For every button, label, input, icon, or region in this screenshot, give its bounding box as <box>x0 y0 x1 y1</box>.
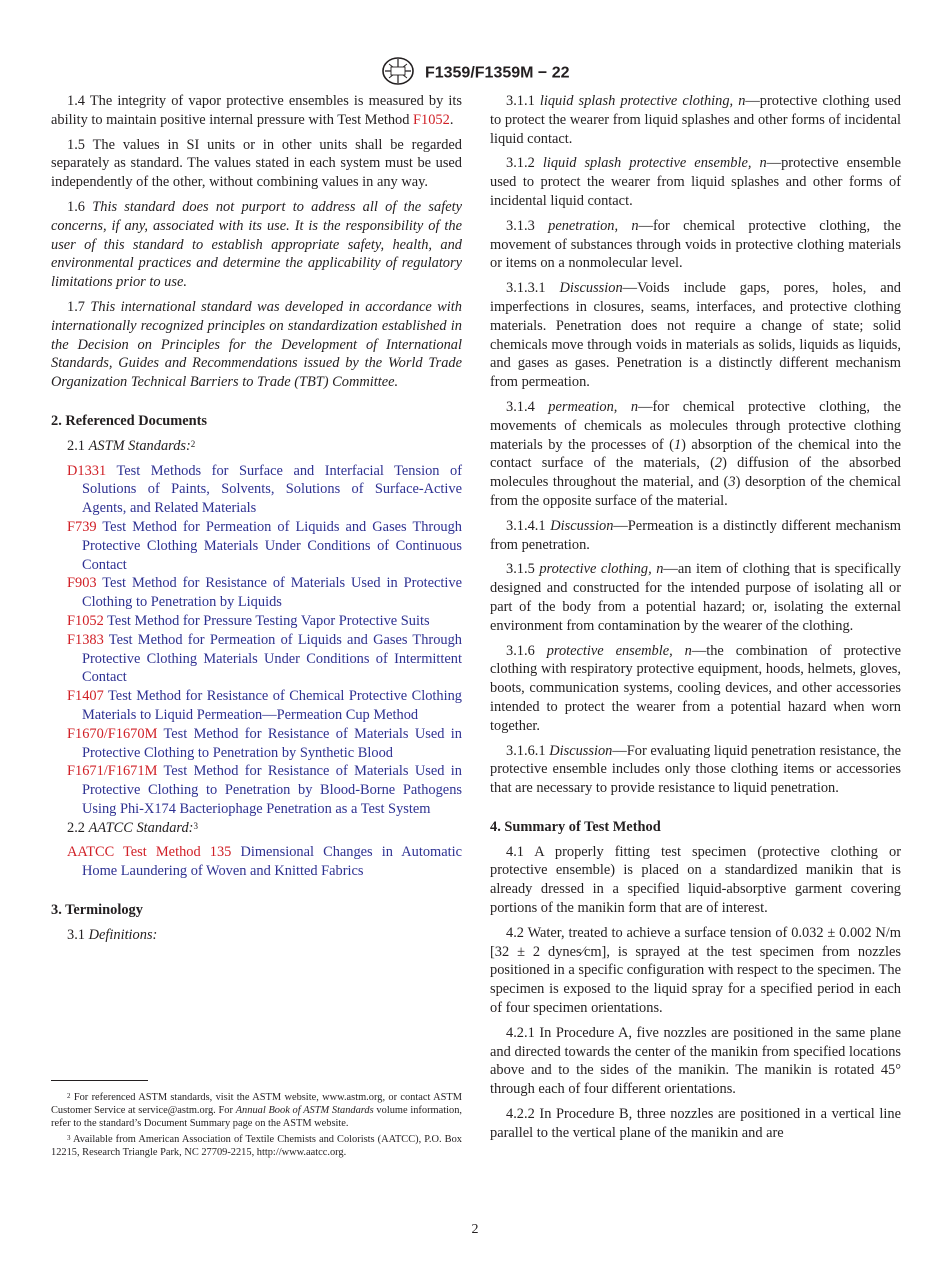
para-4-1: 4.1 A properly fitting test specimen (protective clothing or protective ensemble) is placed on a standardized manikin that is already dressed in a specified liquid-absorptive garment covering portions of the manikin form that are of interest. <box>490 843 901 917</box>
ref-f1407[interactable]: F1407 Test Method for Resistance of Chemical Protective Clothing Materials to Liquid Permeation—Permeation Cup Method <box>67 688 463 723</box>
section-4-heading: 4. Summary of Test Method <box>490 818 661 835</box>
para-1-4: 1.4 The integrity of vapor protective ensembles is measured by its ability to maintain positive internal pressure with Test Method F1052. <box>51 93 462 128</box>
footnote-2: $^2$ For referenced ASTM standards, visit the ASTM website, www.astm.org, or contact ASTM Customer Service at service@astm.org. For Annual Book of ASTM Standards volume information, refer to the standard’s Document Summary page on the ASTM website. <box>51 1092 462 1130</box>
footnote-3: $^3$ Available from American Association of Textile Chemists and Colorists (AATCC), P.O. Box 12215, Research Triangle Park, NC 27709-2215, http://www.aatcc.org. <box>51 1133 462 1158</box>
footnote-rule <box>51 1080 148 1081</box>
page-number: 2 <box>471 1222 479 1237</box>
para-4-2: 4.2 Water, treated to achieve a surface tension of 0.032 ± 0.002 N/m [32 ± 2 dynes⁄cm], is sprayed at the test specimen from nozzles positioned in a specific configuration with respect to the specimen. The specimen is exposed to the liquid spray for a specified period in each of four specimen orientations. <box>490 924 901 1017</box>
astm-logo-icon <box>381 56 415 91</box>
term-3-1-2: 3.1.2 liquid splash protective ensemble, n—protective ensemble used to protect the wearer from liquid splashes and other forms of incidental liquid contact. <box>490 155 901 209</box>
term-3-1-6-1: 3.1.6.1 Discussion—For evaluating liquid penetration resistance, the protective ensemble includes only those clothing items or accessories that are necessary to provide resistance to liquid penetration. <box>490 742 902 797</box>
para-1-5: 1.5 The values in SI units or in other units shall be regarded separately as standard. The values stated in each system must be used independently of the other, without combining values in any way. <box>51 136 462 191</box>
aatcc-standard-label: 2.2 AATCC Standard:$^3$ <box>67 819 198 836</box>
page-header <box>0 56 950 91</box>
definitions-label: 3.1 Definitions: <box>67 926 158 943</box>
left-column <box>51 92 462 951</box>
ref-f1052[interactable]: F1052 Test Method for Pressure Testing Vapor Protective Suits <box>67 612 430 629</box>
ref-f1383[interactable]: F1383 Test Method for Permeation of Liquids and Gases Through Protective Clothing Materials Under Conditions of Intermittent Contact <box>67 631 462 686</box>
term-3-1-3-1: 3.1.3.1 Discussion—Voids include gaps, pores, holes, and imperfections in closures, seams, interfaces, and protective clothing materials. Penetration does not require a change of state; solid chemicals move through voids in materials as solids, liquids as liquids, and gases as gases. Penetration is a distinctly different mechanism from permeation. <box>490 280 902 391</box>
term-3-1-4: 3.1.4 permeation, n—for chemical protective clothing, the movements of chemicals as molecules through protective clothing materials by the processes of (1) absorption of the chemical into the contact surface of the materials, (2) diffusion of the absorbed molecules throughout the material, and (3) desorption of the chemical from the opposite surface of the material. <box>490 398 902 509</box>
right-column <box>490 92 901 1149</box>
term-3-1-3: 3.1.3 penetration, n—for chemical protective clothing, the movement of substances through voids in protective clothing materials or items on a nonmolecular level. <box>490 217 901 272</box>
para-4-2-1: 4.2.1 In Procedure A, five nozzles are positioned in the same plane and directed towards the center of the manikin from specified locations above and to the sides of the manikin. The manikin is rotated 45° through each of four different orientations. <box>490 1024 901 1098</box>
ref-f1670[interactable]: F1670/F1670M Test Method for Resistance of Materials Used in Protective Clothing to Penetration by Synthetic Blood <box>67 725 462 761</box>
para-4-2-2: 4.2.2 In Procedure B, three nozzles are positioned in a vertical line parallel to the vertical plane of the manikin and are <box>490 1106 901 1141</box>
para-1-6: 1.6 This standard does not purport to address all of the safety concerns, if any, associated with its use. It is the responsibility of the user of this standard to establish appropriate safety, health, and environmental practices and determine the applicability of regulatory limitations prior to use. <box>51 198 462 291</box>
link-f1052[interactable]: F1052 <box>413 111 450 128</box>
astm-standards-label: 2.1 ASTM Standards:$^2$ <box>67 437 196 454</box>
term-3-1-6: 3.1.6 protective ensemble, n—the combination of protective clothing with respiratory protective equipment, hoods, helmets, gloves, boots, communication systems, cooling devices, and other accessories intended to protect the wearer from a potential hazard when worn together. <box>490 642 901 734</box>
ref-f739[interactable]: F739 Test Method for Permeation of Liquids and Gases Through Protective Clothing Materials Under Conditions of Continuous Contact <box>67 518 463 573</box>
ref-f903[interactable]: F903 Test Method for Resistance of Materials Used in Protective Clothing to Penetration by Liquids <box>67 575 462 611</box>
term-3-1-5: 3.1.5 protective clothing, n—an item of clothing that is specifically designed and constructed for the intended purpose of isolating all or part of the body from a potential hazard; or, isolating the external environment from contamination by the wearer of the clothing. <box>490 561 901 634</box>
ref-d1331[interactable]: D1331 Test Methods for Surface and Interfacial Tension of Solutions of Paints, Solvents, Solutions of Surface-Active Agents, and Related Materials <box>67 462 462 517</box>
footnotes <box>51 1080 462 1161</box>
section-3-heading: 3. Terminology <box>51 902 143 919</box>
ref-f1671[interactable]: F1671/F1671M Test Method for Resistance of Materials Used in Protective Clothing to Penetration by Blood-Borne Pathogens Using Phi-X174 Bacteriophage Penetration as a Test System <box>67 763 462 817</box>
term-3-1-1: 3.1.1 liquid splash protective clothing, n—protective clothing used to protect the wearer from liquid splashes and other forms of incidental liquid contact. <box>490 93 901 147</box>
standard-designation: F1359/F1359M − 22 <box>424 64 570 82</box>
para-1-7: 1.7 This international standard was developed in accordance with internationally recognized principles on standardization established in the Decision on Principles for the Development of International Standards, Guides and Recommendations issued by the World Trade Organization Technical Barriers to Trade (TBT) Committee. <box>51 298 462 391</box>
term-3-1-4-1: 3.1.4.1 Discussion—Permeation is a distinctly different mechanism from penetration. <box>490 517 901 553</box>
section-2-heading: 2. Referenced Documents <box>51 412 207 429</box>
ref-aatcc-135[interactable]: AATCC Test Method 135 Dimensional Changes in Automatic Home Laundering of Woven and Knitted Fabrics <box>67 844 462 880</box>
